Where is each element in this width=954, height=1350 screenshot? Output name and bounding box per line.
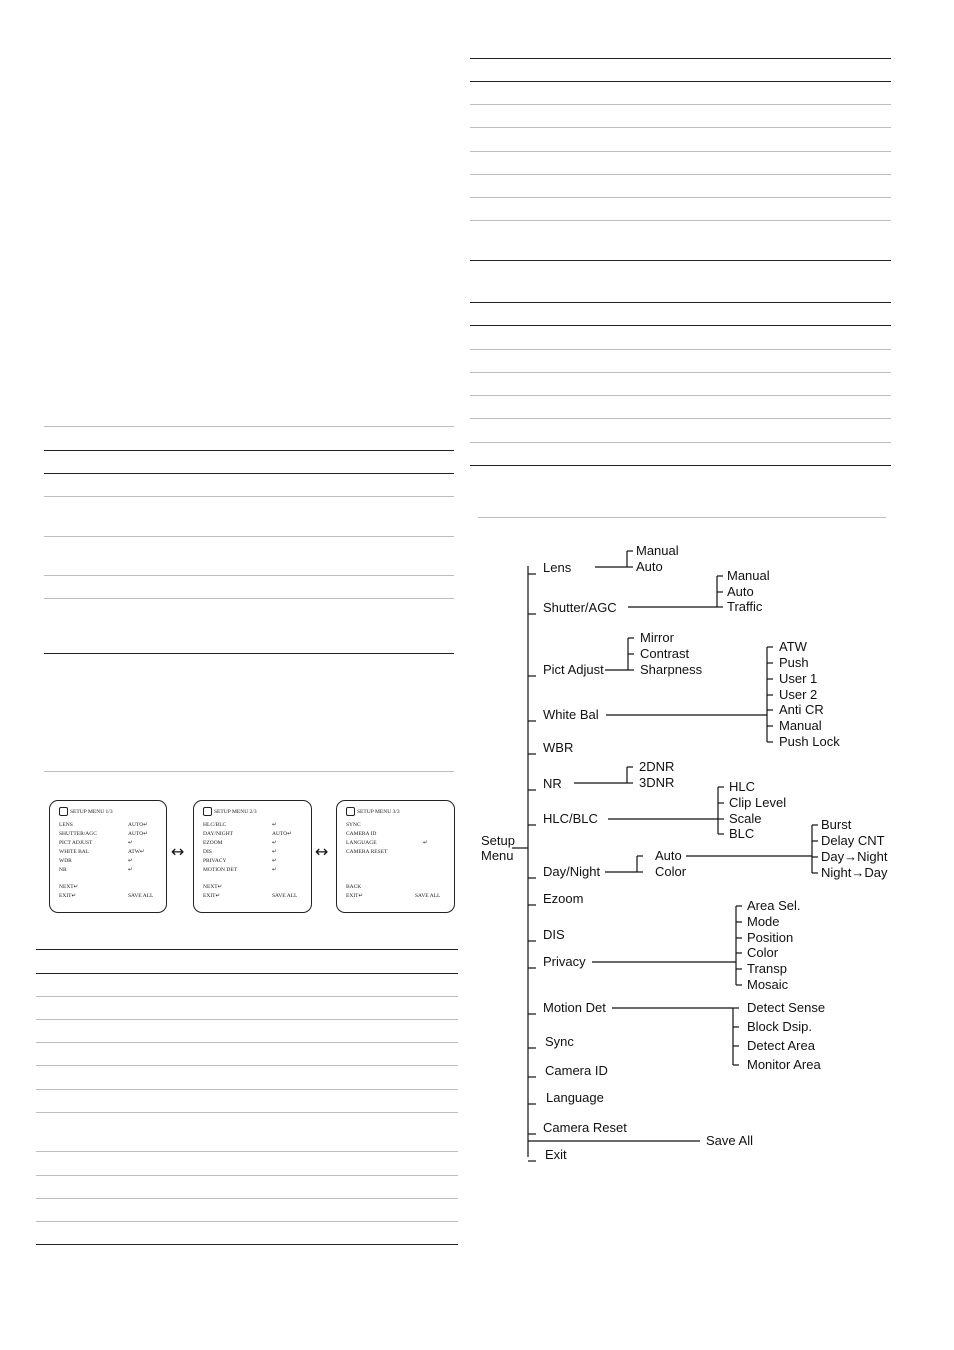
screen-menu-item: EXIT↵ [346,893,364,899]
screen-menu-item: CAMERA ID [346,831,377,837]
tree-leaf-label: Save All [706,1133,753,1148]
tree-leaf-label: HLC [729,779,756,794]
table-rule [470,442,891,443]
screen-menu-item: EXIT↵ [59,893,77,899]
tree-leaf-label: Detect Sense [747,1000,826,1015]
screen-menu-value: AUTO↵ [128,831,148,837]
screen-menu-item: NEXT↵ [59,884,79,890]
tree-leaf-label: Color [655,864,687,879]
tree-leaf-label: Contrast [640,646,690,661]
section-rule [44,771,454,772]
tree-leaf-label: Auto [636,559,663,574]
tree-root-label: Setup [481,833,515,848]
table-rule [470,151,891,152]
screen-menu-item: PICT ADJUST [59,840,93,846]
tree-leaf-label: 2DNR [639,759,675,774]
screen-menu-value: ↵ [272,840,277,846]
screen-menu-item: NR [59,867,67,873]
screen-menu-value: ↵ [128,858,133,864]
table-rule [44,496,454,497]
screen-menu-item: EZOOM [203,840,223,846]
screen-menu-item: WHITE BAL [59,849,90,855]
section-rule [478,517,886,518]
screen-menu-value: AUTO↵ [272,831,292,837]
tree-leaf-label: ATW [779,639,807,654]
screen-menu-item: NEXT↵ [203,884,223,890]
screen-menu-value: ↵ [272,822,277,828]
table-rule [470,81,891,82]
tree-node-label: Shutter/AGC [543,600,617,615]
tree-leaf-label: Traffic [727,599,763,614]
tree-leaf-label: Area Sel. [747,898,801,913]
tree-leaf-label: Delay CNT [821,833,885,848]
bidirectional-arrow-icon: ↔ [315,842,329,861]
screen-menu-value: ↵ [128,840,133,846]
screen-menu-value: ↵ [272,867,277,873]
table-rule [470,58,891,59]
tree-node-label: Lens [543,560,572,575]
tree-node-label: DIS [543,927,565,942]
tree-leaf-label: Auto [727,584,754,599]
table-rule [36,1198,458,1199]
tree-node-label: WBR [543,740,574,755]
screen-menu-value: ↵ [423,840,428,846]
setup-menu-screen [49,800,167,913]
table-rule [36,1042,458,1043]
screen-menu-value: ↵ [128,867,133,873]
screen-menu-value: AUTO↵ [128,822,148,828]
table-rule [470,197,891,198]
table-rule [44,473,454,474]
tree-leaf-label: Day→Night [821,849,888,864]
screen-menu-value: ↵ [272,858,277,864]
tree-node-label: NR [543,776,562,791]
screen-menu-item: DAY/NIGHT [203,831,234,837]
table-rule [44,426,454,427]
table-rule [470,260,891,261]
tree-node-label: Language [546,1090,604,1105]
tree-node-label: Privacy [543,954,586,969]
tree-leaf-label: Manual [636,543,679,558]
tree-leaf-label: User 2 [779,687,818,702]
screen-menu-item: LANGUAGE [346,840,377,846]
table-rule [36,1151,458,1152]
screen-menu-item: SYNC [346,822,361,828]
tree-leaf-label: Scale [729,811,762,826]
tree-leaf-label: 3DNR [639,775,675,790]
table-rule [36,1244,458,1245]
screen-menu-item: EXIT↵ [203,893,221,899]
screen-title: SETUP MENU 2/3 [214,808,257,815]
setup-menu-screen [193,800,312,913]
tree-leaf-label: Monitor Area [747,1057,821,1072]
screen-header [346,807,400,816]
table-rule [36,973,458,974]
table-rule [44,653,454,654]
tree-leaf-label: Mode [747,914,780,929]
table-rule [470,395,891,396]
screen-header [203,807,257,816]
table-rule [36,996,458,997]
screen-menu-value: SAVE ALL [415,893,441,899]
tree-node-label: Day/Night [543,864,601,879]
table-rule [470,325,891,326]
tree-node-label: Pict Adjust [543,662,604,677]
screen-menu-value: ATW↵ [128,849,145,855]
table-rule [470,349,891,350]
table-rule [36,1065,458,1066]
screen-menu-item: WDR [59,858,72,864]
camera-logo-icon [346,807,355,816]
table-rule [44,575,454,576]
screen-menu-item: BACK [346,884,362,890]
table-rule [470,418,891,419]
screen-header [59,807,113,816]
screen-menu-item: HLC/BLC [203,822,227,828]
screen-menu-value: ↵ [272,849,277,855]
tree-leaf-label: Burst [821,817,852,832]
tree-leaf-label: Block Dsip. [747,1019,813,1034]
tree-leaf-label: Color [747,945,779,960]
tree-node-label: White Bal [543,707,599,722]
table-rule [36,1175,458,1176]
tree-leaf-label: Anti CR [779,702,824,717]
screen-menu-item: SHUTTER/AGC [59,831,97,837]
table-rule [470,174,891,175]
tree-leaf-label: Mirror [640,630,674,645]
tree-leaf-label: Mosaic [747,977,789,992]
screen-menu-item: DIS [203,849,212,855]
screen-menu-value: SAVE ALL [128,893,154,899]
tree-leaf-label: Transp [747,961,787,976]
tree-node-label: HLC/BLC [543,811,598,826]
tree-leaf-label: Manual [727,568,770,583]
table-rule [36,1112,458,1113]
screen-menu-value: SAVE ALL [272,893,298,899]
table-rule [470,220,891,221]
tree-leaf-label: Auto [655,848,682,863]
screen-menu-item: MOTION DET [203,867,238,873]
tree-leaf-label: Push Lock [779,734,840,749]
camera-logo-icon [203,807,212,816]
tree-node-label: Sync [545,1034,574,1049]
tree-leaf-label: User 1 [779,671,818,686]
screen-menu-item: CAMERA RESET [346,849,388,855]
screen-menu-item: PRIVACY [203,858,227,864]
tree-leaf-label: Manual [779,718,822,733]
tree-node-label: Camera Reset [543,1120,627,1135]
setup-menu-screen [336,800,455,913]
tree-leaf-label: Clip Level [729,795,787,810]
tree-node-label: Ezoom [543,891,584,906]
table-rule [470,372,891,373]
bidirectional-arrow-icon: ↔ [171,842,185,861]
camera-logo-icon [59,807,68,816]
tree-leaf-label: BLC [729,826,755,841]
table-rule [36,1221,458,1222]
table-rule [36,1089,458,1090]
table-rule [470,302,891,303]
table-rule [470,465,891,466]
tree-leaf-label: Sharpness [640,662,703,677]
tree-leaf-label: Night→Day [821,865,888,880]
tree-node-label: Motion Det [543,1000,606,1015]
table-rule [44,450,454,451]
tree-leaf-label: Push [779,655,809,670]
tree-node-label: Camera ID [545,1063,608,1078]
screen-title: SETUP MENU 1/3 [70,808,113,815]
tree-root-label: Menu [481,848,514,863]
screen-menu-item: LENS [59,822,73,828]
table-rule [470,127,891,128]
table-rule [44,536,454,537]
table-rule [470,104,891,105]
table-rule [36,1019,458,1020]
tree-leaf-label: Position [747,930,794,945]
tree-leaf-label: Detect Area [747,1038,815,1053]
screen-title: SETUP MENU 3/3 [357,808,400,815]
table-rule [36,949,458,950]
tree-node-label: Exit [545,1147,567,1162]
table-rule [44,598,454,599]
